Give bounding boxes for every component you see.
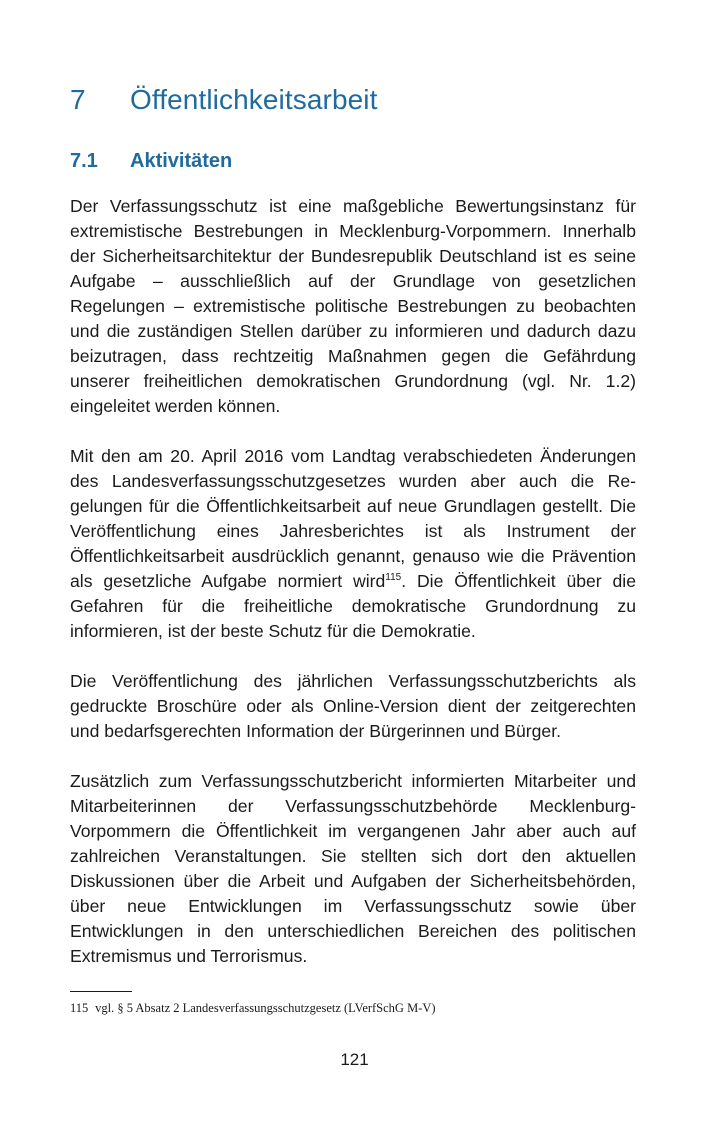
footnote-text: vgl. § 5 Absatz 2 Landesverfassungsschutzgesetz (LVerfSchG M-V) xyxy=(95,1001,436,1015)
chapter-number: 7 xyxy=(70,84,86,115)
page-number: 121 xyxy=(340,1050,369,1069)
footnote-number: 115 xyxy=(70,1001,89,1015)
section-number: 7.1 xyxy=(70,150,98,172)
section-heading xyxy=(70,150,640,173)
paragraph-4: Zusätzlich zum Verfassungsschutzbericht informierten Mitarbeiter und Mitarbeiterinnen der Verfassungsschutzbehörde Mecklenburg-Vorpommern die Öffentlichkeit im vergangenen Jahr aber auch auf zahlreichen Veranstaltungen. Sie stellten sich dort den aktuellen Diskussionen über die Arbeit und Aufgaben der Sicherheitsbehörden, über neue Entwicklungen im Verfassungsschutz sowie über Entwicklungen in den unterschiedlichen Bereichen des politischen Extremismus und Terrorismus. xyxy=(70,771,636,966)
footnote xyxy=(70,1001,640,1016)
footnote-divider xyxy=(70,991,132,992)
chapter-title: Öffentlichkeitsarbeit xyxy=(130,84,378,115)
paragraph-2-text-end: . Die Öffentlichkeit über die Gefahren für die freiheitliche demokratische Grundordnung zu informieren, ist der beste Schutz für die Demokratie. xyxy=(70,571,636,641)
paragraph-1: Der Verfassungsschutz ist eine maßgebliche Bewertungsinstanz für extremistische Bestrebungen in Mecklenburg-Vorpommern. Innerhalb der Sicherheitsarchitektur der Bundesrepublik Deutschland ist es seine Aufgabe – ausschließlich auf der Grundlage von gesetzlichen Regelungen – extremistische politische Bestrebungen zu beobachten und die zuständigen Stellen darüber zu informieren und dadurch dazu beizutragen, dass rechtzeitig Maßnahmen gegen die Gefährdung unserer freiheitlichen demokratischen Grundordnung (vgl. Nr. 1.2) eingeleitet werden können. xyxy=(70,196,636,416)
body-text xyxy=(70,194,636,994)
footnote-reference[interactable]: 115 xyxy=(385,572,402,584)
paragraph-3: Die Veröffentlichung des jährlichen Verfassungsschutzberichts als gedruckte Broschüre oder als Online-Version dient der zeitgerechten und bedarfsgerechten Information der Bürgerinnen und Bürger. xyxy=(70,671,636,741)
paragraph-2-text: Mit den am 20. April 2016 vom Landtag verabschiedeten Änderungen des Landesverfassungsschutzgesetzes wurden aber auch die Regelungen für die Öffentlichkeitsarbeit auf neue Grundlagen gestellt. Die Veröffentlichung eines Jahresberichtes ist als Instrument der Öffentlichkeitsarbeit ausdrücklich genannt, genauso wie die Prävention als gesetzliche Aufgabe normiert wird xyxy=(70,446,636,591)
chapter-heading xyxy=(70,84,640,116)
paragraph-2 xyxy=(70,444,636,644)
section-title: Aktivitäten xyxy=(130,150,233,172)
